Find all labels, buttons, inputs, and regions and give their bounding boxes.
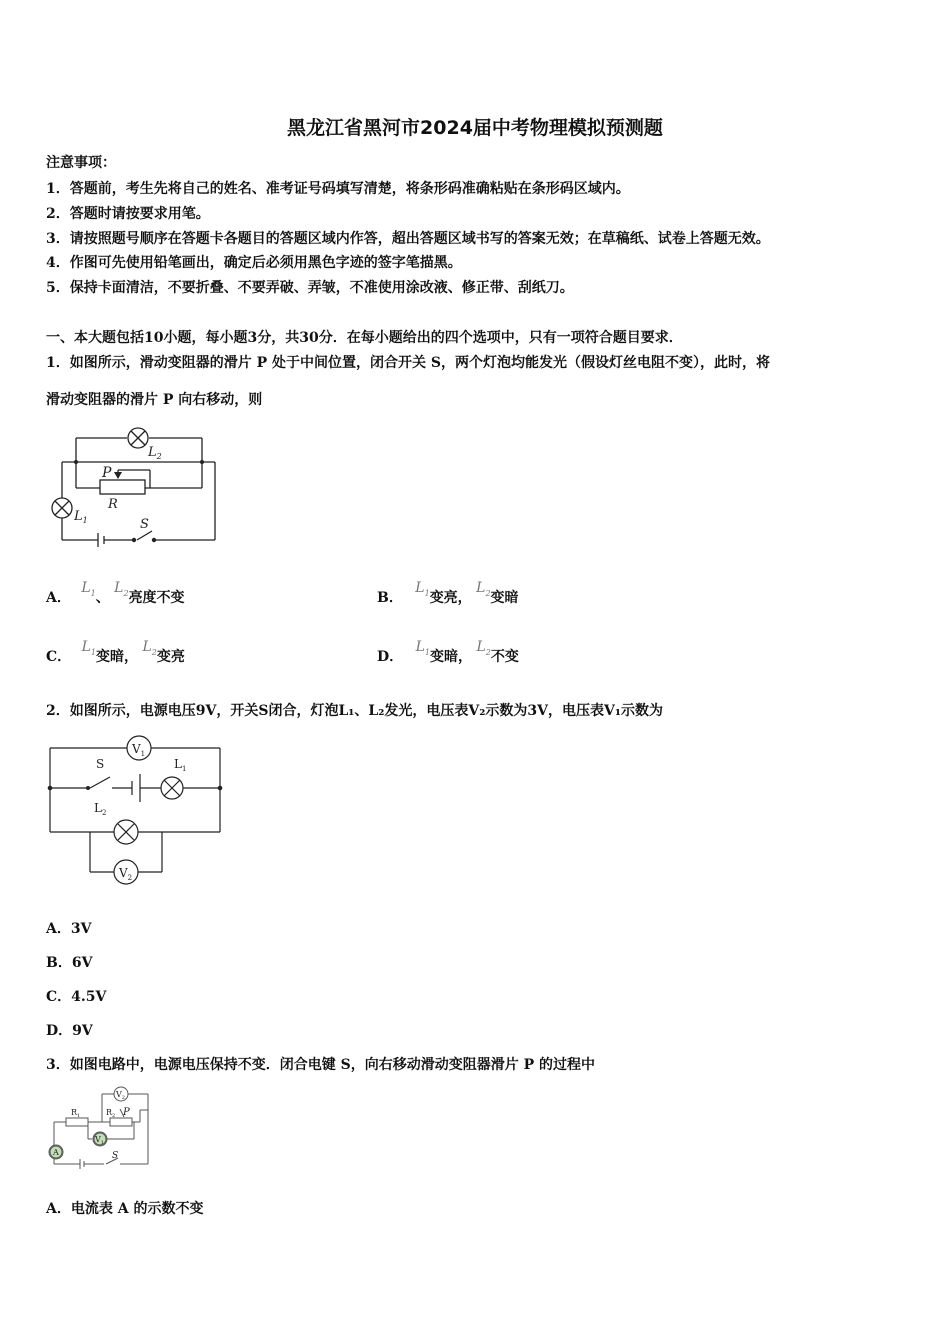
q1-stem-line1: 1．如图所示，滑动变阻器的滑片 P 处于中间位置，闭合开关 S，两个灯泡均能发光（假设灯丝电阻不变），此时，将 [46, 355, 770, 371]
q2-label-s: S [96, 757, 105, 771]
q1-stem-line2: 滑动变阻器的滑片 P 向右移动，则 [46, 392, 263, 408]
q3-label-v2: $V_2$ [116, 1090, 125, 1101]
q3-label-r1: $R_1$ [71, 1108, 81, 1119]
q3-label-p: P [123, 1107, 130, 1118]
q1-label-s: S [140, 517, 149, 532]
notice-item-3: 3．请按照题号顺序在答题卡各题目的答题区域内作答，超出答题区域书写的答案无效；在草稿纸、试卷上答题无效。 [46, 231, 770, 247]
q1-option-a[interactable]: A． $L_1$、 $L_2$亮度不变 [46, 580, 185, 606]
q3-label-r2: $R_2$ [106, 1108, 116, 1119]
q2-label-l1: $L_1$ [174, 757, 187, 773]
notice-item-5: 5．保持卡面清洁，不要折叠、不要弄破、弄皱，不准使用涂改液、修正带、刮纸刀。 [46, 280, 574, 296]
q2-option-a[interactable]: A．3V [46, 921, 92, 937]
notice-item-1: 1．答题前，考生先将自己的姓名、准考证号码填写清楚，将条形码准确粘贴在条形码区域内。 [46, 181, 630, 197]
q2-circuit-diagram [44, 732, 229, 887]
q2-option-b[interactable]: B．6V [46, 955, 93, 971]
q2-stem: 2．如图所示，电源电压9V，开关S闭合，灯泡L₁、L₂发光，电压表V₂示数为3V，电压表V₁示数为 [46, 703, 663, 719]
q3-stem: 3．如图电路中，电源电压保持不变．闭合电键 S，向右移动滑动变阻器滑片 P 的过程中 [46, 1057, 595, 1073]
q2-label-l2: $L_2$ [94, 801, 107, 817]
q3-circuit-diagram [44, 1084, 154, 1169]
q1-option-b[interactable]: B． $L_1$变亮， $L_2$变暗 [377, 580, 519, 606]
notice-heading: 注意事项： [46, 155, 116, 171]
q2-option-d[interactable]: D．9V [46, 1023, 93, 1039]
notice-item-2: 2．答题时请按要求用笔。 [46, 206, 210, 222]
page-title: 黑龙江省黑河市2024届中考物理模拟预测题 [287, 117, 663, 139]
q2-label-v1: $V_1$ [132, 742, 146, 758]
q1-label-r: R [108, 497, 118, 512]
q2-label-v2: $V_2$ [119, 866, 133, 882]
q1-label-l1: $L_1$ [74, 509, 88, 525]
q1-option-c[interactable]: C． $L_1$变暗， $L_2$变亮 [46, 639, 185, 665]
q2-option-c[interactable]: C．4.5V [46, 989, 107, 1005]
q3-label-a: A [53, 1148, 59, 1157]
q1-label-l2: $L_2$ [148, 445, 162, 461]
q1-label-p: P [102, 465, 112, 481]
q1-circuit-diagram [40, 420, 230, 555]
q3-option-a[interactable]: A．电流表 A 的示数不变 [46, 1201, 204, 1217]
section-heading: 一、本大题包括10小题，每小题3分，共30分．在每小题给出的四个选项中，只有一项符合题目要求． [46, 330, 683, 346]
q3-label-s: S [112, 1151, 119, 1161]
q1-option-d[interactable]: D． $L_1$变暗， $L_2$不变 [377, 639, 519, 665]
q3-label-v1: $V_1$ [95, 1135, 104, 1146]
notice-item-4: 4．作图可先使用铅笔画出，确定后必须用黑色字迹的签字笔描黑。 [46, 255, 462, 271]
